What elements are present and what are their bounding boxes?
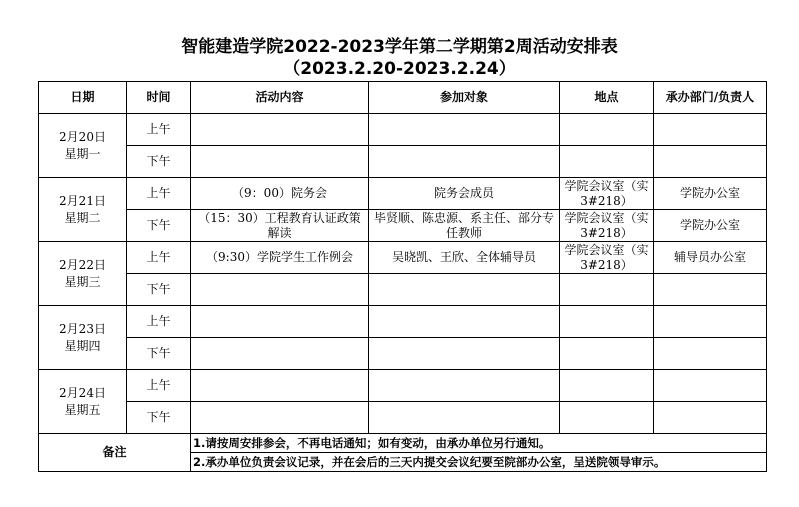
- time-cell: 上午: [127, 370, 191, 402]
- header-date: 日期: [39, 82, 127, 114]
- content-cell: [191, 306, 369, 338]
- time-cell: 下午: [127, 146, 191, 178]
- note-item: 2.承办单位负责会议记录，并在会后的三天内提交会议纪要至院部办公室，呈送院领导审示。: [191, 453, 767, 472]
- participants-cell: [369, 338, 560, 370]
- table-row: [39, 210, 767, 242]
- table-row: [39, 274, 767, 306]
- table-row: [39, 402, 767, 434]
- header-organizer: 承办部门/负责人: [654, 82, 767, 114]
- weekday-label: 星期四: [64, 338, 101, 353]
- location-cell: [560, 306, 654, 338]
- date-cell: [39, 114, 127, 178]
- date-label: 2月24日: [59, 385, 106, 400]
- date-label: 2月23日: [59, 321, 106, 336]
- page-title: 智能建造学院2022-2023学年第二学期第2周活动安排表: [181, 37, 618, 57]
- table-row: [39, 146, 767, 178]
- location-cell: 学院会议室（实3#218）: [560, 178, 654, 210]
- table-row: [39, 114, 767, 146]
- notes-row: [39, 434, 767, 453]
- schedule-table: [38, 81, 767, 472]
- date-label: 2月22日: [59, 257, 106, 272]
- table-row: [39, 338, 767, 370]
- weekday-label: 星期一: [64, 146, 101, 161]
- participants-cell: [369, 306, 560, 338]
- content-cell: [191, 338, 369, 370]
- time-cell: 下午: [127, 210, 191, 242]
- organizer-cell: [654, 306, 767, 338]
- date-cell: [39, 242, 127, 306]
- table-row: [39, 242, 767, 274]
- header-location: 地点: [560, 82, 654, 114]
- header-time: 时间: [127, 82, 191, 114]
- time-cell: 上午: [127, 306, 191, 338]
- content-cell: [191, 146, 369, 178]
- time-cell: 上午: [127, 242, 191, 274]
- organizer-cell: 学院办公室: [654, 210, 767, 242]
- table-row: [39, 370, 767, 402]
- organizer-cell: [654, 338, 767, 370]
- date-label: 2月20日: [59, 129, 106, 144]
- location-cell: [560, 274, 654, 306]
- participants-cell: [369, 370, 560, 402]
- location-cell: [560, 146, 654, 178]
- date-cell: [39, 306, 127, 370]
- location-cell: 学院会议室（实3#218）: [560, 242, 654, 274]
- time-cell: 下午: [127, 338, 191, 370]
- page-subtitle-date-range: （2023.2.20-2023.2.24）: [283, 59, 516, 79]
- location-cell: [560, 338, 654, 370]
- header-row: [39, 82, 767, 114]
- weekday-label: 星期五: [64, 402, 101, 417]
- participants-cell: [369, 402, 560, 434]
- table-row: [39, 306, 767, 338]
- date-cell: [39, 178, 127, 242]
- content-cell: [191, 402, 369, 434]
- organizer-cell: 学院办公室: [654, 178, 767, 210]
- participants-cell: [369, 114, 560, 146]
- participants-cell: 毕贤顺、陈忠源、系主任、部分专任教师: [369, 210, 560, 242]
- organizer-cell: 辅导员办公室: [654, 242, 767, 274]
- participants-cell: [369, 274, 560, 306]
- participants-cell: [369, 146, 560, 178]
- weekday-label: 星期二: [64, 210, 101, 225]
- time-cell: 上午: [127, 114, 191, 146]
- organizer-cell: [654, 402, 767, 434]
- organizer-cell: [654, 370, 767, 402]
- content-cell: （15：30）工程教育认证政策解读: [191, 210, 369, 242]
- content-cell: （9：00）院务会: [191, 178, 369, 210]
- date-cell: [39, 370, 127, 434]
- organizer-cell: [654, 146, 767, 178]
- header-content: 活动内容: [191, 82, 369, 114]
- location-cell: 学院会议室（实3#218）: [560, 210, 654, 242]
- header-participants: 参加对象: [369, 82, 560, 114]
- content-cell: [191, 274, 369, 306]
- organizer-cell: [654, 114, 767, 146]
- notes-label: 备注: [39, 434, 191, 472]
- participants-cell: 吴晓凯、王欣、全体辅导员: [369, 242, 560, 274]
- weekday-label: 星期三: [64, 274, 101, 289]
- content-cell: [191, 114, 369, 146]
- table-row: [39, 178, 767, 210]
- time-cell: 上午: [127, 178, 191, 210]
- time-cell: 下午: [127, 402, 191, 434]
- location-cell: [560, 370, 654, 402]
- time-cell: 下午: [127, 274, 191, 306]
- location-cell: [560, 114, 654, 146]
- location-cell: [560, 402, 654, 434]
- content-cell: [191, 370, 369, 402]
- organizer-cell: [654, 274, 767, 306]
- note-item: 1.请按周安排参会，不再电话通知；如有变动，由承办单位另行通知。: [191, 434, 767, 453]
- date-label: 2月21日: [59, 193, 106, 208]
- participants-cell: 院务会成员: [369, 178, 560, 210]
- content-cell: （9:30）学院学生工作例会: [191, 242, 369, 274]
